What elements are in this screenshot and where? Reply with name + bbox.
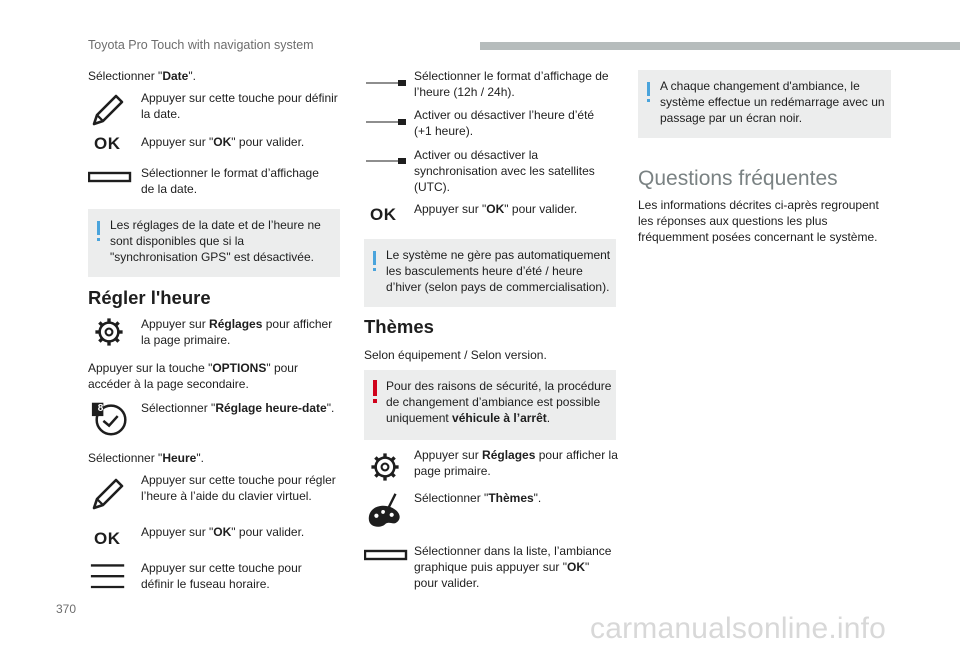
info-icon-dot xyxy=(647,99,650,102)
item-text: Appuyer sur cette touche pour définir le fuseau horaire. xyxy=(141,561,302,591)
info-note-restart xyxy=(638,70,891,138)
item-text: Appuyer sur Réglages pour afficher la page primaire. xyxy=(141,317,333,347)
item-text: Activer ou désactiver la synchronisation avec les satellites (UTC). xyxy=(414,148,595,194)
item-text: Appuyer sur cette touche pour définir la date. xyxy=(141,91,338,121)
note-text: Pour des raisons de sécurité, la procédure de changement d’ambiance est possible uniquement véhicule à l’arrêt. xyxy=(386,379,612,425)
section-heading-themes: Thèmes xyxy=(364,316,434,337)
item-theme-list xyxy=(364,542,624,594)
pencil-icon xyxy=(88,474,128,514)
item-ok-utc xyxy=(364,200,624,226)
item-text: Activer ou désactiver l’heure d’été (+1 heure). xyxy=(414,108,595,138)
select-hour-text: Sélectionner "Heure". xyxy=(88,451,204,465)
version-text: Selon équipement / Selon version. xyxy=(364,348,547,362)
running-header: Toyota Pro Touch with navigation system xyxy=(88,38,314,52)
item-text: Appuyer sur cette touche pour régler l’heure à l’aide du clavier virtuel. xyxy=(141,473,336,503)
list-field-icon xyxy=(364,546,408,566)
select-date-text: Sélectionner "Date". xyxy=(88,69,196,83)
info-icon xyxy=(373,251,376,265)
item-timezone xyxy=(88,558,348,598)
info-note-gps xyxy=(88,209,340,277)
faq-intro-text: Les informations décrites ci-après regroupent les réponses aux questions les plus fréquemment posées concernant le système. xyxy=(638,198,879,244)
warning-icon xyxy=(373,380,377,396)
ok-icon: OK xyxy=(370,205,397,224)
item-time-date-setting xyxy=(88,397,348,441)
item-settings-themes xyxy=(364,446,624,486)
item-settings-time xyxy=(88,313,348,353)
pencil-icon xyxy=(88,90,128,130)
item-utc-sync xyxy=(364,146,624,196)
info-icon xyxy=(647,82,650,96)
item-ok-date xyxy=(88,133,348,159)
toggle-line-icon xyxy=(366,78,406,88)
header-bar xyxy=(480,42,960,50)
note-text: A chaque changement d'ambiance, le système effectue un redémarrage avec un passage par un écran noir. xyxy=(660,79,885,125)
item-text: Appuyer sur "OK" pour valider. xyxy=(141,135,305,149)
list-field-icon xyxy=(88,168,132,188)
palette-icon xyxy=(364,490,406,532)
menu-icon xyxy=(88,560,128,596)
info-icon-dot xyxy=(373,268,376,271)
item-pencil-time xyxy=(88,470,348,510)
note-text: Le système ne gère pas automatiquement les basculements heure d’été / heure d’hiver (selon pays de commercialisation). xyxy=(386,248,611,294)
item-text: Sélectionner "Réglage heure-date". xyxy=(141,401,335,415)
item-pencil-date xyxy=(88,88,348,128)
item-themes-select xyxy=(364,488,624,534)
gear-icon xyxy=(92,315,126,349)
item-summer-time xyxy=(364,107,624,143)
ok-icon: OK xyxy=(94,134,121,153)
options-text: Appuyer sur la touche "OPTIONS" pour accéder à la page secondaire. xyxy=(88,361,298,391)
info-icon xyxy=(97,221,100,235)
item-hour-format xyxy=(364,68,624,104)
warning-icon-dot xyxy=(373,399,377,403)
watermark: carmanualsonline.info xyxy=(590,612,887,645)
toggle-line-icon xyxy=(366,156,406,166)
item-ok-time xyxy=(88,523,348,549)
toggle-line-icon xyxy=(366,117,406,127)
item-text: Sélectionner le format d’affichage de la date. xyxy=(141,166,319,196)
item-text: Appuyer sur Réglages pour afficher la page primaire. xyxy=(414,448,618,478)
section-heading-time: Régler l'heure xyxy=(88,287,211,308)
gear-icon xyxy=(368,450,402,484)
clock-badge: 8 xyxy=(97,403,104,414)
item-text: Appuyer sur "OK" pour valider. xyxy=(141,525,305,539)
item-text: Sélectionner "Thèmes". xyxy=(414,491,542,505)
note-text: Les réglages de la date et de l’heure ne sont disponibles que si la "synchronisation GPS" est désactivée. xyxy=(110,218,321,264)
item-text: Sélectionner dans la liste, l’ambiance graphique puis appuyer sur "OK" pour valider. xyxy=(414,544,612,590)
item-text: Sélectionner le format d’affichage de l’heure (12h / 24h). xyxy=(414,69,609,99)
info-note-dst xyxy=(364,239,616,307)
item-text: Appuyer sur "OK" pour valider. xyxy=(414,202,578,216)
warning-note-themes xyxy=(364,370,616,440)
ok-icon: OK xyxy=(94,529,121,548)
item-format-date xyxy=(88,164,348,198)
page-number: 370 xyxy=(56,602,77,616)
info-icon-dot xyxy=(97,238,100,241)
section-heading-faq: Questions fréquentes xyxy=(638,167,838,190)
